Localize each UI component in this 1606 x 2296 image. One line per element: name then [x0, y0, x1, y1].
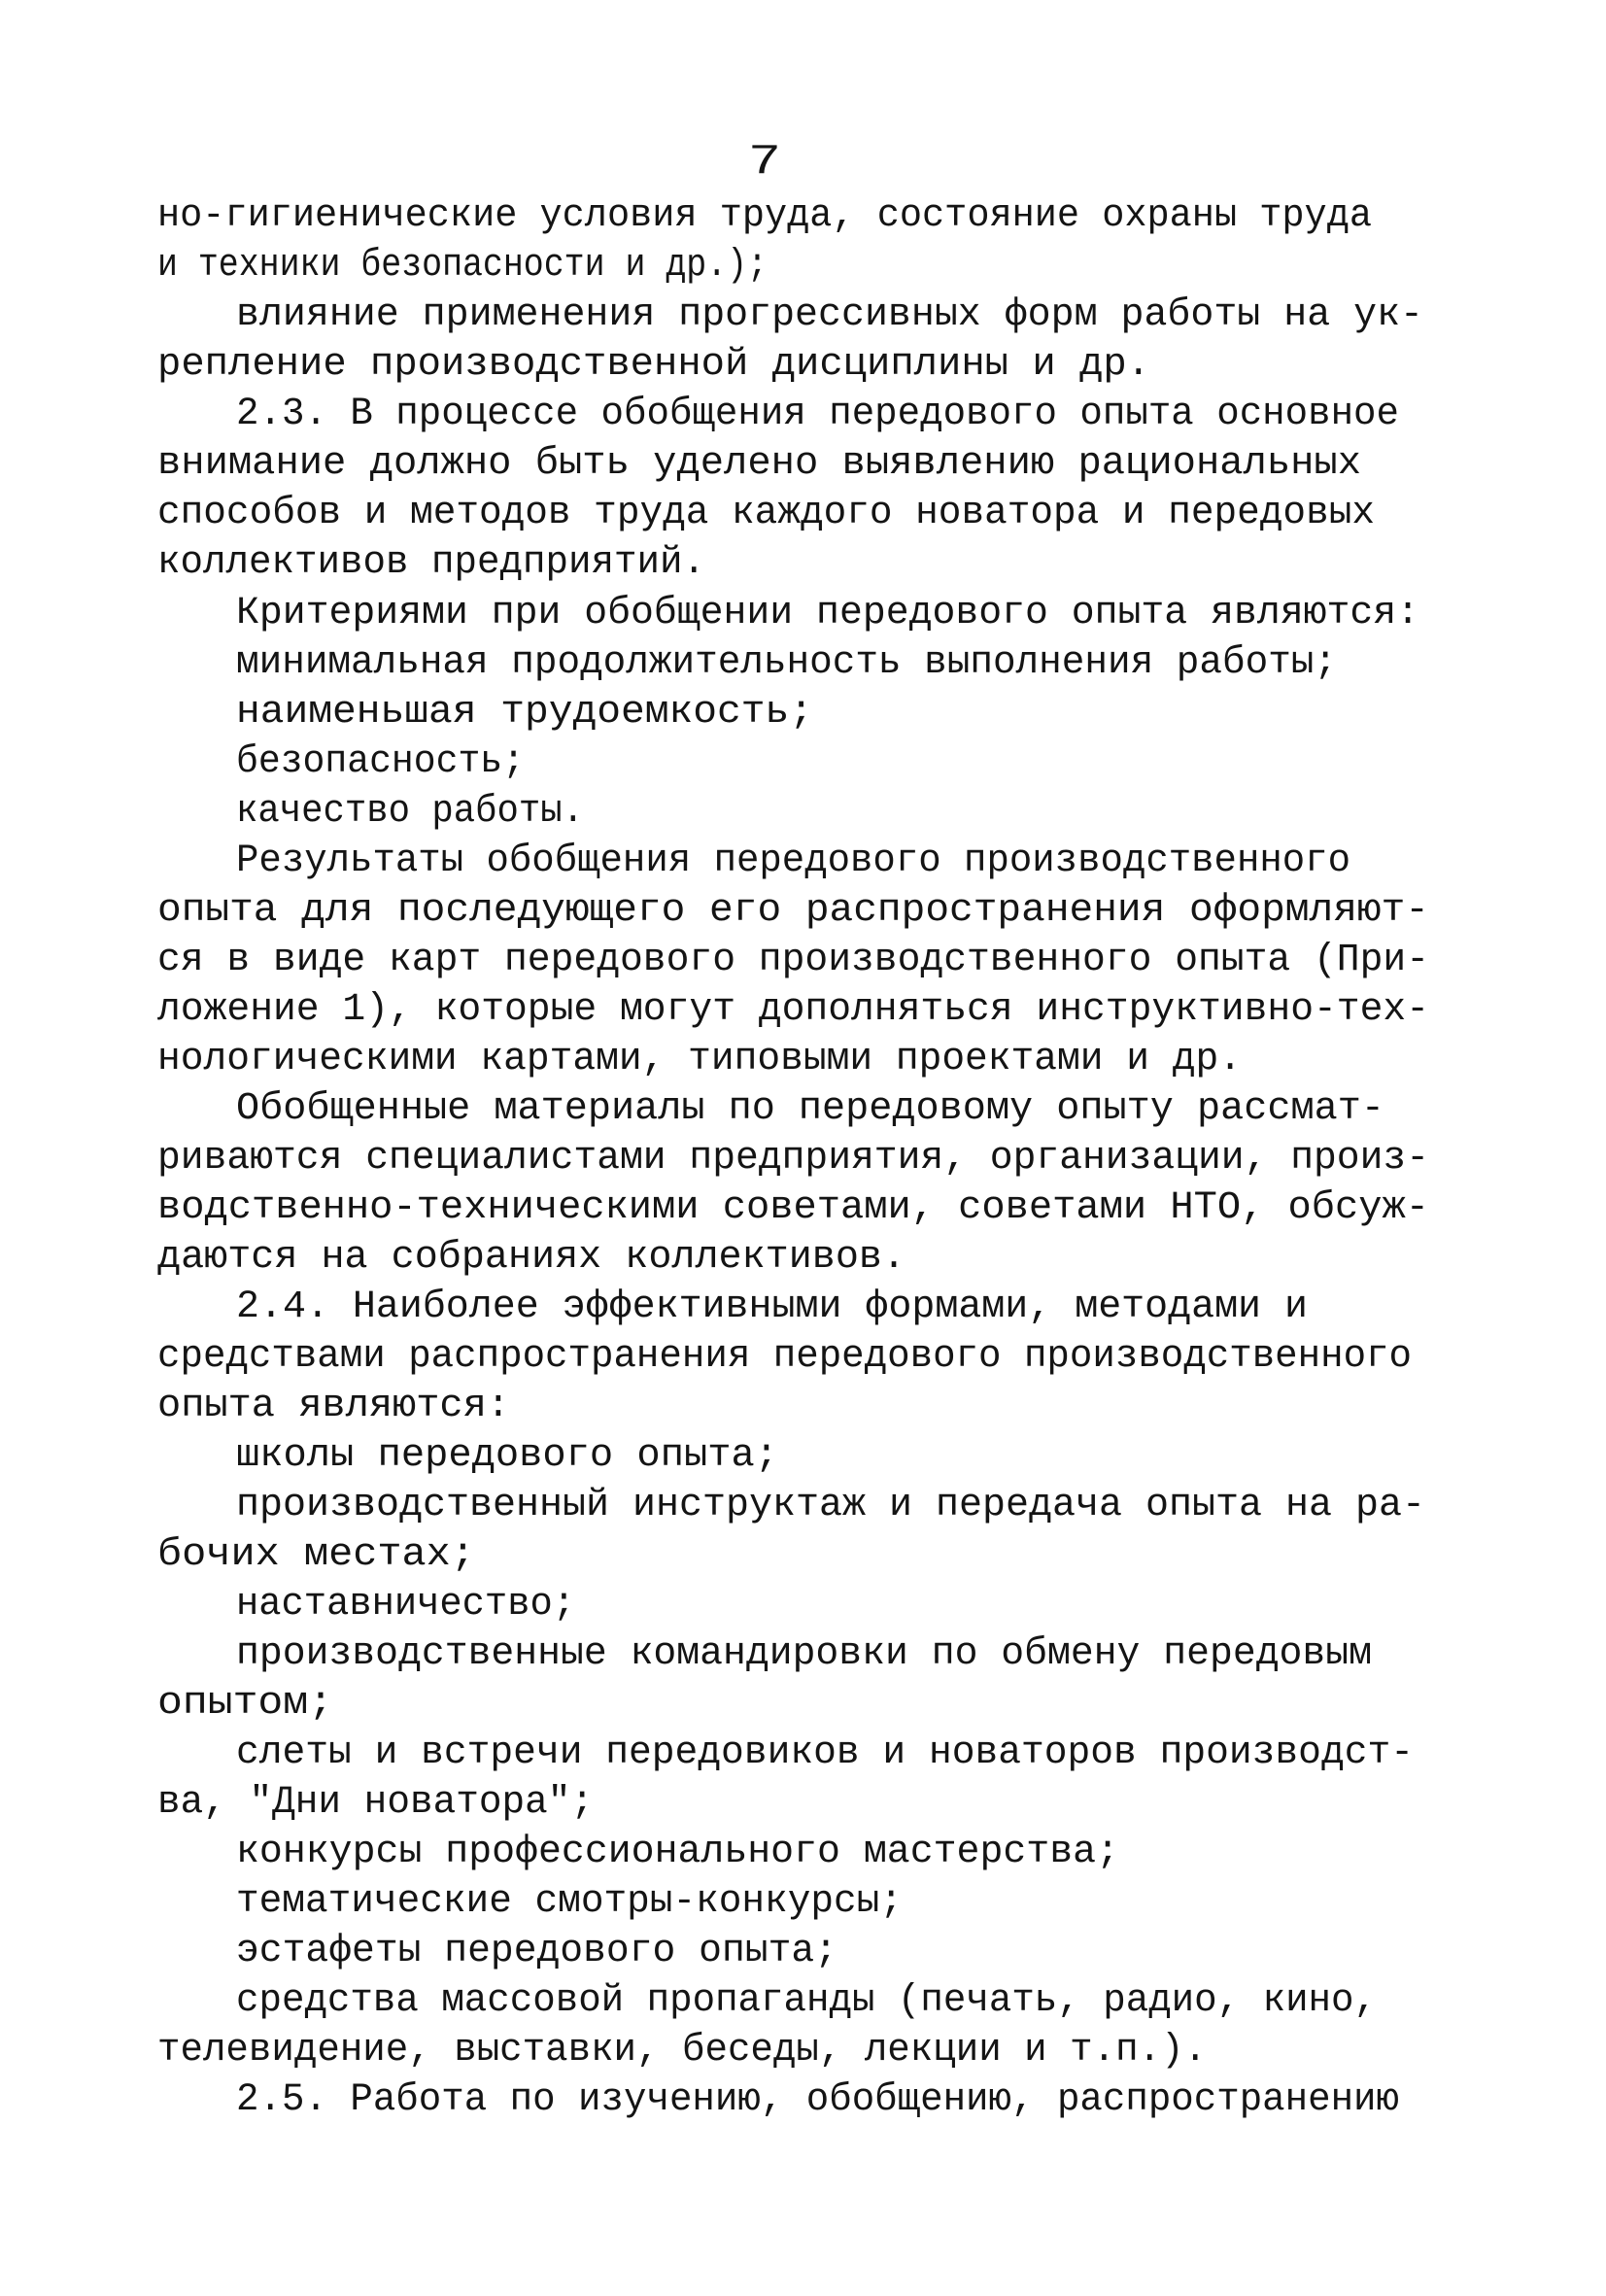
text-line: ся в виде карт передового производственного опыта (При-	[157, 939, 1429, 982]
text-line: бочих местах;	[157, 1533, 475, 1577]
text-line: ва, "Дни новатора";	[157, 1781, 594, 1825]
text-line: репление производственной дисциплины и др.	[157, 343, 1150, 387]
text-line: коллективов предприятий.	[157, 541, 705, 585]
text-line: средствами распространения передового производственного	[157, 1335, 1412, 1379]
text-line: наставничество;	[236, 1583, 575, 1627]
text-line: производственный инструктаж и передача опыта на ра-	[236, 1484, 1425, 1527]
text-line: средства массовой пропаганды (печать, радио, кино,	[236, 1979, 1377, 2023]
text-line: 2.3. В процессе обобщения передового опыта основное	[236, 393, 1399, 436]
text-line: производственные командировки по обмену передовым	[236, 1632, 1372, 1676]
text-line: нологическими картами, типовыми проектами и др.	[157, 1038, 1242, 1081]
text-line: способов и методов труда каждого новатора и передовых	[157, 492, 1375, 535]
text-line: 2.5. Работа по изучению, обобщению, распространению	[236, 2078, 1399, 2122]
text-line: конкурсы профессионального мастерства;	[236, 1831, 1119, 1874]
text-line: телевидение, выставки, беседы, лекции и т.п.).	[157, 2029, 1207, 2073]
text-line: внимание должно быть уделено выявлению рациональных	[157, 442, 1361, 486]
text-line: но-гигиенические условия труда, состояние охраны труда	[157, 194, 1372, 238]
text-line: наименьшая трудоемкость;	[236, 691, 813, 735]
text-line: опыта для последующего его распространения оформляют-	[157, 889, 1429, 933]
text-line: опытом;	[157, 1682, 333, 1726]
text-line: качество работы.	[236, 790, 584, 834]
text-line: безопасность;	[236, 740, 525, 784]
text-line: влияние применения прогрессивных форм работы на ук-	[236, 293, 1423, 337]
text-line: Критериями при обобщении передового опыта являются:	[236, 592, 1419, 635]
page-number: 7	[748, 138, 781, 187]
text-line: 2.4. Наиболее эффективными формами, методами и	[236, 1285, 1308, 1329]
text-line: Обобщенные материалы по передовому опыту рассмат-	[236, 1087, 1384, 1131]
text-line: водственно-техническими советами, советами НТО, обсуж-	[157, 1186, 1429, 1230]
text-line: даются на собраниях коллективов.	[157, 1236, 906, 1280]
text-line: тематические смотры-конкурсы;	[236, 1880, 903, 1924]
text-line: минимальная продолжительность выполнения работы;	[236, 641, 1337, 685]
text-line: слеты и встречи передовиков и новаторов производст-	[236, 1731, 1414, 1775]
text-line: Результаты обобщения передового производственного	[236, 840, 1350, 883]
text-line: ложение 1), которые могут дополняться инструктивно-тех-	[157, 988, 1429, 1032]
text-line: риваются специалистами предприятия, организации, произ-	[157, 1137, 1429, 1181]
text-lines	[157, 194, 1429, 2122]
text-line: и техники безопасности и др.);	[157, 244, 768, 288]
text-line: школы передового опыта;	[236, 1434, 778, 1478]
text-line: опыта являются:	[157, 1385, 510, 1428]
text-line: эстафеты передового опыта;	[236, 1930, 837, 1973]
